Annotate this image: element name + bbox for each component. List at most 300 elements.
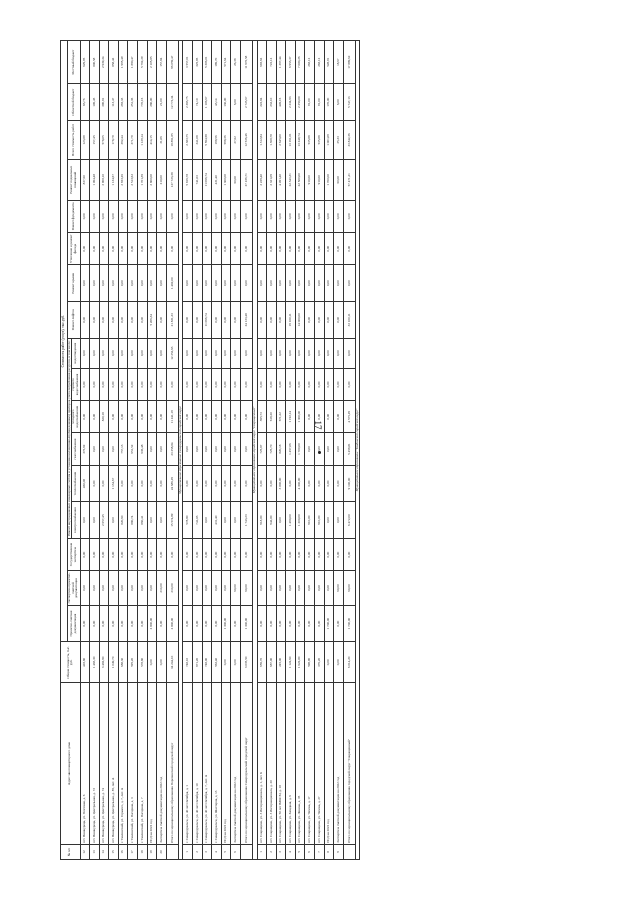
- cell-value: 0,00: [109, 605, 119, 642]
- cell-value: 1 300,00: [240, 605, 252, 642]
- cell-value: 0,00: [276, 302, 286, 339]
- header-pd: Проектно-сметная документация: [67, 605, 80, 642]
- cell-value: 971,20: [193, 642, 203, 683]
- cell-value: 11 066,74: [202, 159, 212, 200]
- table-row: [267, 41, 277, 860]
- cell-value: 0,00: [315, 571, 325, 605]
- cell-value: 0,00: [257, 571, 267, 605]
- cell-value: 96 059,47: [166, 41, 178, 84]
- cell-value: 0,00: [99, 465, 109, 502]
- cell-value: 33 100,11: [343, 302, 355, 339]
- header-address: Адрес многоквартирного дома: [61, 683, 81, 845]
- cell-value: 0,00: [147, 502, 157, 539]
- cell-value: 0,00: [109, 571, 119, 605]
- cell-value: 1 890,47: [128, 41, 138, 84]
- cell-address: г. Североуральск, ул. 40 лет Октября, д. 10: [193, 683, 203, 845]
- cell-value: 0,00: [276, 605, 286, 642]
- cell-value: 7 000,26: [295, 41, 305, 84]
- cell-value: 0,00: [286, 368, 296, 400]
- cell-value: 0,00: [295, 538, 305, 570]
- cell-value: 0,00: [90, 338, 100, 368]
- header-gvs: горячего водоснабжения: [72, 368, 80, 400]
- cell-index: [166, 844, 178, 859]
- cell-value: 0,00: [334, 265, 344, 302]
- cell-value: 12 536,46: [240, 121, 252, 160]
- header-gas: газоснабжения: [72, 433, 80, 465]
- cell-value: 535,88: [315, 121, 325, 160]
- cell-value: 671,22: [276, 401, 286, 433]
- cell-value: 1 300,00: [221, 159, 231, 200]
- cell-address: пгт. Сокращенн, ул. Ленина, д. 35: [295, 683, 305, 845]
- cell-value: 2 800,00: [147, 159, 157, 200]
- table-body: [80, 41, 360, 860]
- cell-value: 6,00: [231, 84, 241, 121]
- cell-address: пгт. Сокращенн, ул. 50 лет ВЛКСМ, д. 18: [276, 683, 286, 845]
- table-row: [99, 41, 109, 860]
- cell-value: 0,00: [183, 200, 193, 232]
- cell-value: 0,00: [305, 538, 315, 570]
- cell-value: 0,00: [315, 465, 325, 502]
- cell-address: пгт. Сокращенн, ул. 3 Интернационала, д. 1, лит. Б: [257, 683, 267, 845]
- cell-value: 0,00: [128, 233, 138, 265]
- cell-value: 0,00: [334, 538, 344, 570]
- cell-value: 0,00: [324, 642, 334, 683]
- cell-value: 1 743,23: [240, 502, 252, 539]
- cell-index: 19: [147, 844, 157, 859]
- cell-value: 0,00: [295, 265, 305, 302]
- cell-value: 0,00: [193, 433, 203, 465]
- cell-value: 0,00: [257, 368, 267, 400]
- cell-value: 0,00: [231, 401, 241, 433]
- cell-value: 0,00: [231, 642, 241, 683]
- cell-value: 0,00: [80, 571, 90, 605]
- cell-value: 0,00: [221, 401, 231, 433]
- cell-address: г. Североуральск, ул. 40 лет Октября, д. 1: [183, 683, 193, 845]
- header-obl: Областной бюджет: [67, 84, 80, 121]
- cell-index: 2: [267, 844, 277, 859]
- cell-value: 0,00: [315, 433, 325, 465]
- cell-value: 19 100,11: [286, 302, 296, 339]
- cell-value: 74,10: [193, 84, 203, 121]
- cell-value: 659,70: [257, 642, 267, 683]
- cell-value: 595,20: [128, 642, 138, 683]
- cell-value: 1 134,67: [109, 159, 119, 200]
- cell-value: 0,00: [267, 265, 277, 302]
- cell-value: 0,00: [286, 538, 296, 570]
- cell-value: 858,42: [109, 41, 119, 84]
- cell-value: 57 471,21: [343, 159, 355, 200]
- cell-value: 0,00: [138, 265, 148, 302]
- cell-value: 13 161,01: [286, 121, 296, 160]
- cell-value: 0,00: [267, 368, 277, 400]
- table-row: [109, 41, 119, 860]
- cell-value: 0,00: [157, 538, 167, 570]
- cell-index: 6: [305, 844, 315, 859]
- table-row: [324, 41, 334, 860]
- cell-value: 1 106,67: [202, 84, 212, 121]
- cell-value: 0,00: [334, 368, 344, 400]
- cell-address: г. Тавлинский, ул. Нагорная, д. 3: [128, 683, 138, 845]
- cell-value: 0,00: [221, 265, 231, 302]
- cell-value: 0,00: [90, 233, 100, 265]
- cell-value: 0,00: [305, 605, 315, 642]
- cell-value: 0,00: [193, 368, 203, 400]
- cell-value: 0,00: [202, 233, 212, 265]
- table-row: [295, 41, 305, 860]
- cell-value: 0,00: [80, 200, 90, 232]
- cell-value: 0,00: [212, 368, 222, 400]
- cell-value: 1 049,70: [109, 642, 119, 683]
- cell-value: 24 686,29: [166, 465, 178, 502]
- cell-index: 8: [324, 844, 334, 859]
- cell-value: 0,00: [276, 233, 286, 265]
- cell-value: 0,00: [118, 605, 128, 642]
- cell-value: 4 300,00: [295, 465, 305, 502]
- cell-value: 0,00: [147, 401, 157, 433]
- cell-value: 0,00: [157, 605, 167, 642]
- cell-value: 0,00: [286, 200, 296, 232]
- cell-value: 0,00: [80, 538, 90, 570]
- cell-value: 5 792,29: [138, 41, 148, 84]
- cell-value: 0,00: [257, 338, 267, 368]
- cell-value: 1 200,00: [295, 502, 305, 539]
- cell-value: 0,00: [99, 265, 109, 302]
- cell-value: 0,00: [305, 302, 315, 339]
- cell-value: 189,70: [212, 41, 222, 84]
- cell-value: 60,00: [334, 159, 344, 200]
- cell-value: 0,00: [202, 200, 212, 232]
- cell-value: 0,00: [221, 200, 231, 232]
- cell-value: 0,00: [305, 233, 315, 265]
- cell-value: 0,00: [212, 401, 222, 433]
- cell-value: 34 244,10: [166, 642, 178, 683]
- table-row: [128, 41, 138, 860]
- cell-value: 0,00: [128, 338, 138, 368]
- cell-value: 2 645,00: [276, 121, 286, 160]
- table-row: [305, 41, 315, 860]
- cell-value: 0,00: [183, 571, 193, 605]
- cell-value: 460,08: [80, 465, 90, 502]
- cell-value: 3 557,01: [183, 41, 193, 84]
- cell-value: 688,30: [118, 642, 128, 683]
- cell-address: Итого по муниципальному образованию Поречинский городской округ: [166, 683, 178, 845]
- cell-value: 0,00: [231, 605, 241, 642]
- cell-value: 0,00: [324, 200, 334, 232]
- cell-value: 0,00: [286, 233, 296, 265]
- cell-value: 0,00: [80, 302, 90, 339]
- cell-value: 0,00: [334, 605, 344, 642]
- cell-value: 0,00: [90, 605, 100, 642]
- cell-value: 22 343,31: [286, 159, 296, 200]
- cell-value: 0,00: [240, 233, 252, 265]
- cell-value: 157,45: [90, 121, 100, 160]
- cell-value: 1 312,84: [257, 121, 267, 160]
- cell-address: Итого по муниципальному образованию Североуральский городской округ: [240, 683, 252, 845]
- cell-value: 245,00: [276, 642, 286, 683]
- cell-value: 0,00: [212, 200, 222, 232]
- cell-value: 60,00: [231, 571, 241, 605]
- cell-value: 0,00: [202, 502, 212, 539]
- cell-value: 0,00: [257, 302, 267, 339]
- cell-address: Экспертиза сметной документации на 2022 год: [157, 683, 167, 845]
- cell-value: 376,92: [80, 433, 90, 465]
- cell-value: 210,00: [157, 571, 167, 605]
- cell-value: 0,00: [315, 302, 325, 339]
- cell-value: 2 250,00: [295, 84, 305, 121]
- cell-value: 636,48: [138, 433, 148, 465]
- cell-value: 0,00: [109, 502, 119, 539]
- cell-value: 232,10: [267, 84, 277, 121]
- cell-value: 0,00: [324, 538, 334, 570]
- cell-value: 0,00: [267, 302, 277, 339]
- cell-value: 0,00: [212, 571, 222, 605]
- header-expertise: Экспертиза проектно-сметной документации: [67, 572, 79, 604]
- cell-value: 0,00: [315, 401, 325, 433]
- cell-value: 0,00: [315, 265, 325, 302]
- cell-value: 392,44: [118, 121, 128, 160]
- cell-value: 60,00: [343, 571, 355, 605]
- cell-value: 222,94: [257, 84, 267, 121]
- cell-value: 748,10: [183, 642, 193, 683]
- cell-value: 0,00: [90, 200, 100, 232]
- cell-value: 0,00: [166, 368, 178, 400]
- cell-value: 528,91: [324, 41, 334, 84]
- cell-value: 0,00: [109, 302, 119, 339]
- cell-value: 0,00: [166, 200, 178, 232]
- cell-value: 0,00: [109, 200, 119, 232]
- cell-value: 5 747,13: [343, 84, 355, 121]
- cell-value: 24 133,48: [240, 302, 252, 339]
- cell-value: 0,00: [147, 538, 157, 570]
- cell-value: 860,41: [138, 502, 148, 539]
- cell-value: 0,00: [128, 401, 138, 433]
- cell-value: 0,00: [157, 368, 167, 400]
- table-row: [147, 41, 157, 860]
- cell-value: 0,00: [118, 338, 128, 368]
- header-num: № п/п: [61, 844, 81, 859]
- cell-value: 0,00: [118, 265, 128, 302]
- cell-value: 571,64: [221, 41, 231, 84]
- cell-value: 2 383,75: [183, 121, 193, 160]
- cell-value: 130,00: [221, 84, 231, 121]
- cell-value: 910,00: [315, 159, 325, 200]
- cell-value: 6 472,00: [343, 502, 355, 539]
- cell-value: 0,00: [240, 338, 252, 368]
- cell-value: 0,00: [109, 401, 119, 433]
- cell-value: 283,12: [315, 41, 325, 84]
- cell-value: 0,00: [221, 642, 231, 683]
- cell-value: 2 321,09: [267, 159, 277, 200]
- cell-value: 0,00: [276, 502, 286, 539]
- cell-value: 0,00: [295, 338, 305, 368]
- cell-value: 820,60: [118, 502, 128, 539]
- table-row: [231, 41, 241, 860]
- cell-value: 0,00: [128, 302, 138, 339]
- cell-value: 0,00: [90, 401, 100, 433]
- cell-value: 414,15: [147, 121, 157, 160]
- cell-value: 0,00: [193, 571, 203, 605]
- cell-value: 11 066,74: [202, 302, 212, 339]
- cell-value: 0,00: [324, 368, 334, 400]
- cell-value: 3 035,50: [240, 642, 252, 683]
- cell-value: 629,95: [80, 41, 90, 84]
- cell-index: 1: [183, 844, 193, 859]
- cell-value: 0,00: [128, 465, 138, 502]
- cell-value: 11 976,58: [240, 41, 252, 84]
- cell-value: 1 001,09: [324, 121, 334, 160]
- cell-value: 0,00: [276, 265, 286, 302]
- cell-value: 0,00: [138, 368, 148, 400]
- cell-value: 0,00: [334, 233, 344, 265]
- cell-value: 725,70: [267, 433, 277, 465]
- cell-value: 0,00: [257, 465, 267, 502]
- cell-value: 0,00: [334, 302, 344, 339]
- cell-value: 0,00: [138, 605, 148, 642]
- cell-value: 0,00: [109, 368, 119, 400]
- cell-value: 0,00: [315, 233, 325, 265]
- cell-value: 1 134,67: [109, 465, 119, 502]
- cell-value: 0,00: [183, 465, 193, 502]
- cell-value: 1 701,39: [138, 159, 148, 200]
- cell-value: 5 206,34: [147, 302, 157, 339]
- cell-value: 31,06: [157, 121, 167, 160]
- cell-value: 0,00: [118, 233, 128, 265]
- cell-value: 0,00: [202, 433, 212, 465]
- cell-index: 20: [157, 844, 167, 859]
- cell-value: 0,00: [305, 368, 315, 400]
- cell-index: 2: [193, 844, 203, 859]
- cell-value: 17 889,62: [343, 41, 355, 84]
- cell-value: 0,00: [315, 538, 325, 570]
- cell-value: 0,00: [267, 338, 277, 368]
- cell-value: 0,00: [202, 338, 212, 368]
- cell-value: 0,00: [118, 368, 128, 400]
- cell-value: 0,00: [221, 302, 231, 339]
- cell-value: 0,00: [183, 302, 193, 339]
- cell-value: 0,00: [334, 465, 344, 502]
- cell-value: 0,00: [240, 465, 252, 502]
- cell-value: 0,00: [295, 605, 305, 642]
- cell-value: 0,00: [257, 200, 267, 232]
- cell-index: 5: [221, 844, 231, 859]
- cell-value: 0,00: [212, 433, 222, 465]
- cell-value: 0,00: [212, 265, 222, 302]
- cell-value: 395,73: [257, 401, 267, 433]
- cell-index: 9: [334, 844, 344, 859]
- cell-value: 1 124,60: [286, 642, 296, 683]
- cell-value: 0,00: [295, 233, 305, 265]
- cell-value: 0,00: [138, 338, 148, 368]
- cell-value: 27 236,71: [240, 159, 252, 200]
- cell-value: 0,00: [240, 368, 252, 400]
- cell-value: 563,40: [212, 642, 222, 683]
- cell-value: 0,00: [80, 401, 90, 433]
- cell-value: 14 000,00: [295, 302, 305, 339]
- cell-value: 0,00: [128, 571, 138, 605]
- cell-value: 0,00: [202, 401, 212, 433]
- cell-value: 5 594,58: [202, 121, 212, 160]
- cell-value: 18,67: [334, 41, 344, 84]
- cost-table: [60, 40, 360, 860]
- cell-value: 598,36: [221, 121, 231, 160]
- cell-value: 1 700,00: [324, 605, 334, 642]
- cell-value: 23 258,84: [166, 433, 178, 465]
- cell-value: 910,00: [305, 502, 315, 539]
- cell-value: 431,40: [212, 159, 222, 200]
- cell-value: 113,47: [109, 84, 119, 121]
- table-row: [334, 41, 344, 860]
- cell-index: 18: [138, 844, 148, 859]
- cell-value: 0,00: [231, 265, 241, 302]
- cell-value: 0,00: [147, 265, 157, 302]
- cell-value: 280,00: [147, 84, 157, 121]
- cell-value: 0,00: [231, 200, 241, 232]
- table-row: [286, 41, 296, 860]
- cell-value: 0,00: [343, 368, 355, 400]
- cell-value: 0,00: [324, 465, 334, 502]
- cell-value: 0,00: [166, 538, 178, 570]
- cell-value: 0,00: [305, 200, 315, 232]
- rotated-table-wrapper: [60, 40, 600, 860]
- cell-value: 0,00: [193, 200, 203, 232]
- cell-value: 0,00: [118, 200, 128, 232]
- cell-value: 2 657,45: [99, 502, 109, 539]
- cell-address: пгт. Сокращенн, ул. Западная, д. 6: [286, 683, 296, 845]
- cell-value: 0,00: [138, 200, 148, 232]
- cell-value: 91,00: [305, 84, 315, 121]
- table-row: [221, 41, 231, 860]
- total-row: [240, 41, 252, 860]
- cell-value: 0,00: [99, 571, 109, 605]
- cell-value: 598,90: [305, 642, 315, 683]
- cell-value: 6,00: [334, 84, 344, 121]
- cell-value: 0,00: [315, 200, 325, 232]
- cell-value: 741,03: [193, 159, 203, 200]
- cell-value: 0,00: [231, 433, 241, 465]
- cell-value: 0,00: [109, 265, 119, 302]
- cell-value: 687,00: [267, 642, 277, 683]
- table-row: [183, 41, 193, 860]
- cell-value: 0,00: [202, 538, 212, 570]
- cell-value: 0,00: [343, 233, 355, 265]
- cell-value: 6 953,37: [286, 41, 296, 84]
- cell-value: 0,00: [267, 465, 277, 502]
- cell-value: 1 368,78: [267, 121, 277, 160]
- cell-value: 0,00: [109, 338, 119, 368]
- cell-value: 535,88: [305, 121, 315, 160]
- cell-value: 2 105,85: [147, 41, 157, 84]
- cell-value: 15 574,89: [166, 502, 178, 539]
- cell-value: 2 939,24: [99, 41, 109, 84]
- cell-address: пгт. Вишкурецк, ул. Центральная, д. 85, лит. А: [109, 683, 119, 845]
- cell-value: 0,00: [118, 571, 128, 605]
- cell-address: пгт. Сокращенн, ул. 3 Интернационала, д. 20: [267, 683, 277, 845]
- cell-value: 0,00: [305, 571, 315, 605]
- cell-value: 3 482,90: [99, 642, 109, 683]
- header-foundation: Ремонт фундамента: [67, 200, 80, 232]
- cell-value: 0,00: [109, 538, 119, 570]
- cell-value: 157,94: [157, 41, 167, 84]
- cell-value: 0,00: [221, 233, 231, 265]
- cell-value: 0,00: [257, 265, 267, 302]
- cell-value: 0,00: [90, 502, 100, 539]
- cell-address: г. Североуральск, ул. Шахтеров, д. 13: [212, 683, 222, 845]
- cell-value: 3 908,10: [99, 159, 109, 200]
- cell-value: 0,00: [157, 465, 167, 502]
- cell-value: 0,00: [343, 338, 355, 368]
- cell-value: 0,00: [99, 302, 109, 339]
- cell-value: 0,00: [267, 233, 277, 265]
